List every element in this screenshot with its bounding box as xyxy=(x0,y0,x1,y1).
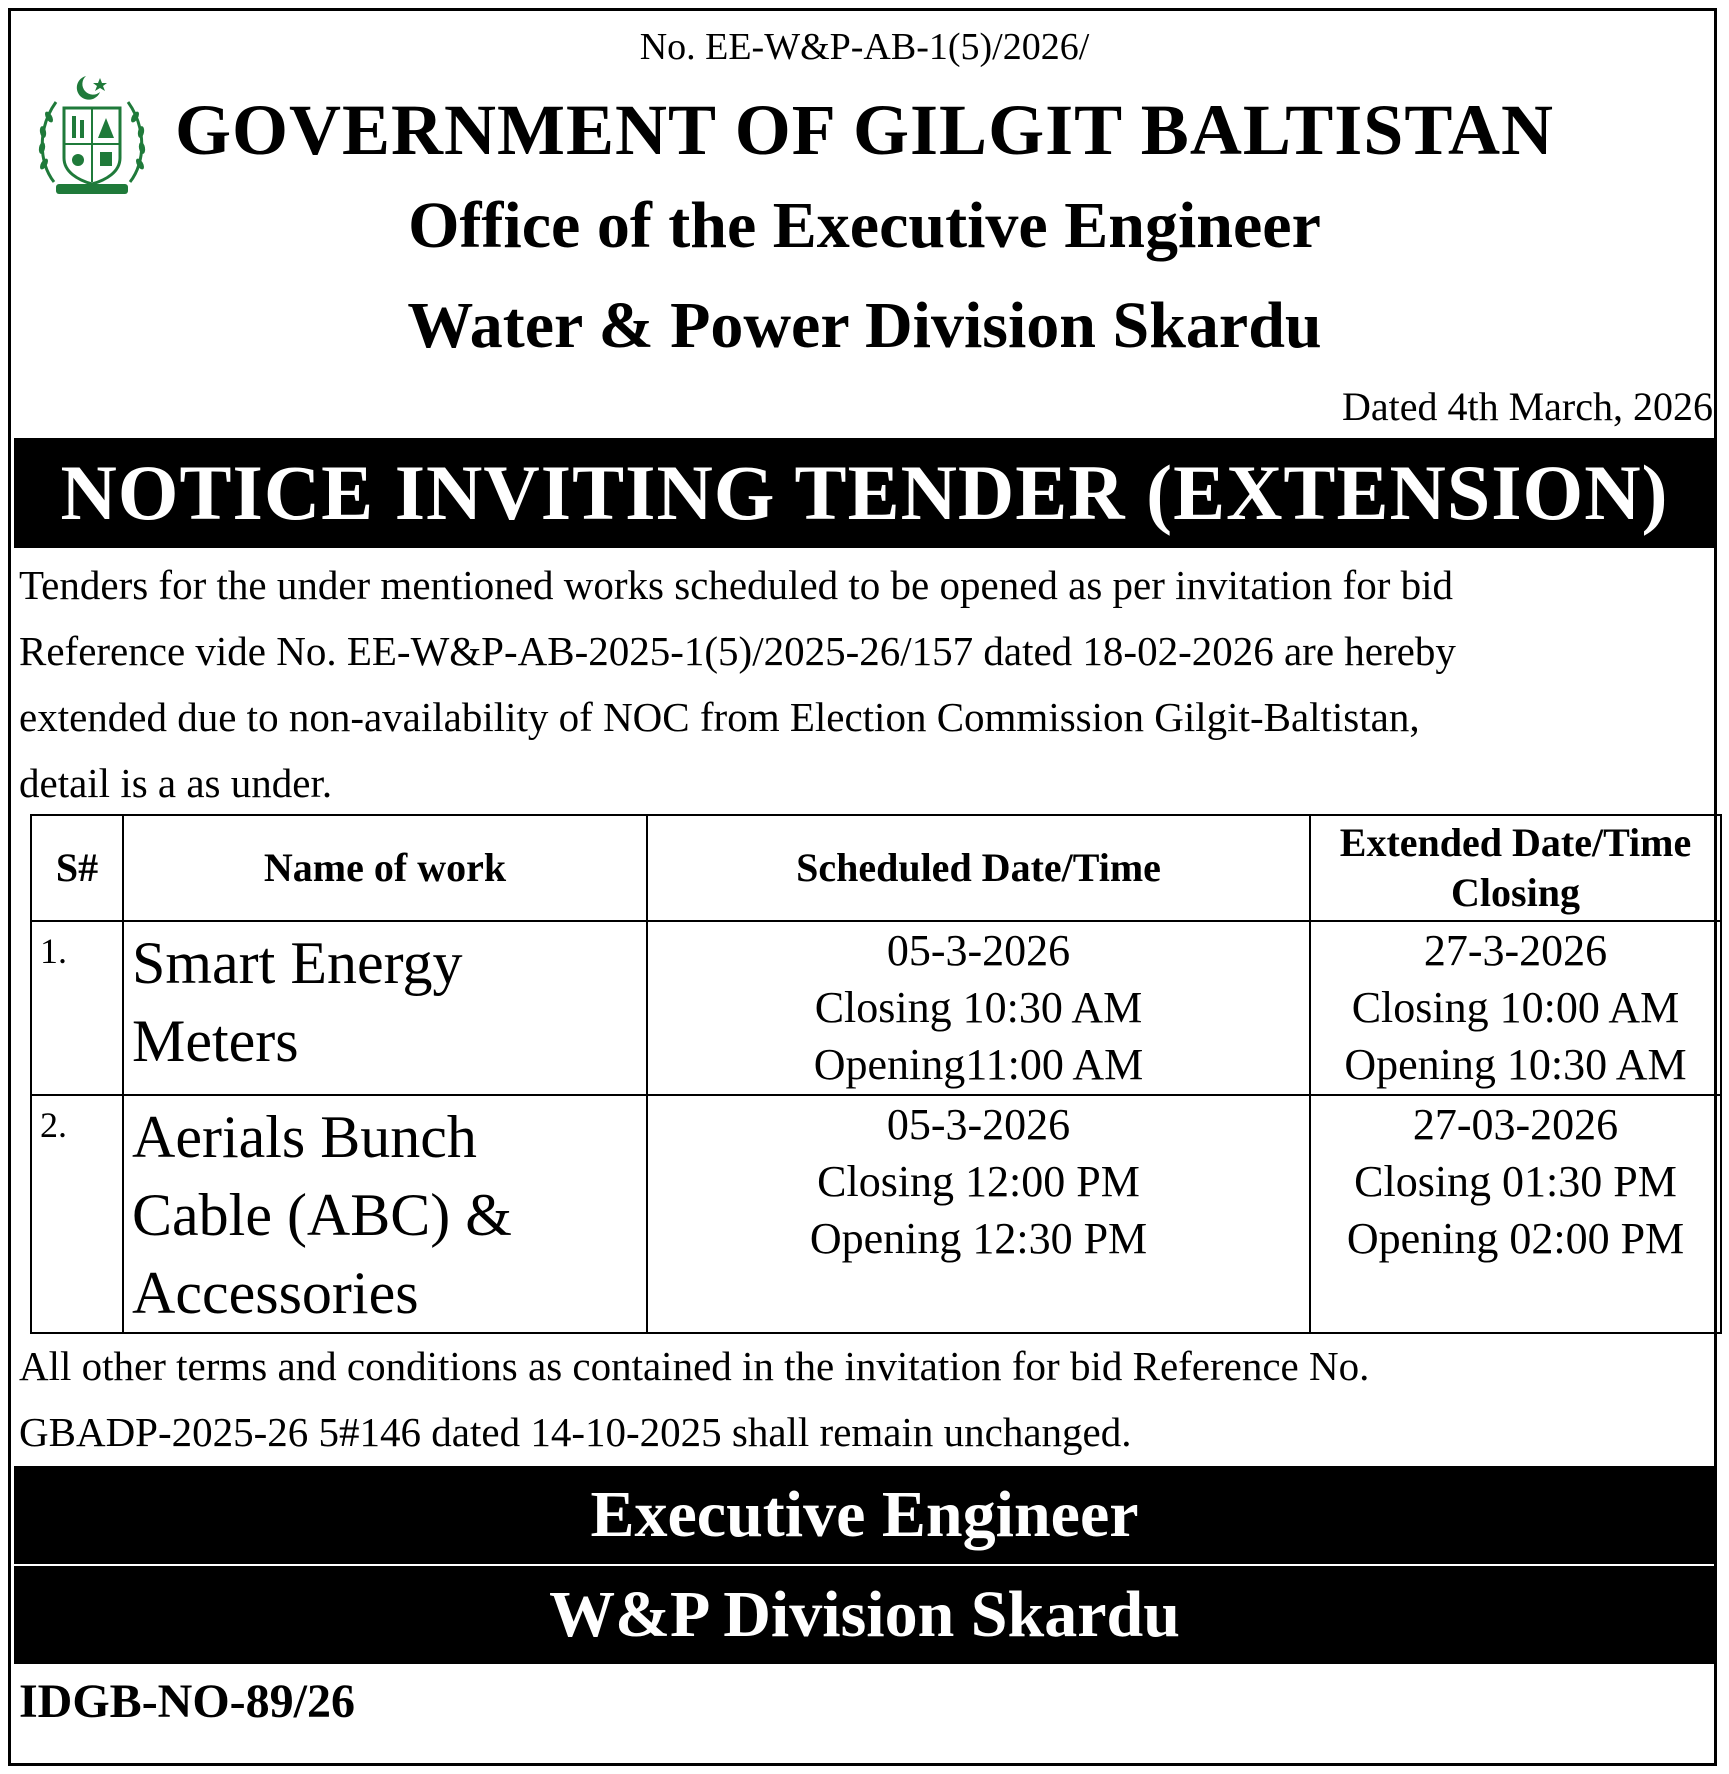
notice-title: NOTICE INVITING TENDER (EXTENSION) xyxy=(60,449,1669,536)
works-table xyxy=(30,814,1722,1334)
scheduled-opening: Opening 12:30 PM xyxy=(809,1214,1148,1263)
extended-closing: Closing 01:30 PM xyxy=(1354,1157,1677,1206)
notice-title-banner xyxy=(14,438,1715,548)
terms-line: GBADP-2025-26 5#146 dated 14-10-2025 shall remain unchanged. xyxy=(19,1409,1132,1455)
intro-line: extended due to non-availability of NOC from Election Commission Gilgit-Baltistan, xyxy=(19,694,1420,740)
scheduled-opening: Opening11:00 AM xyxy=(813,1040,1144,1089)
header-extended-line2: Closing xyxy=(1451,870,1580,915)
extended-opening: Opening 02:00 PM xyxy=(1346,1214,1685,1263)
intro-line: Tenders for the under mentioned works scheduled to be opened as per invitation for bid xyxy=(19,562,1453,608)
office-title: Office of the Executive Engineer xyxy=(408,189,1321,262)
division-title: Water & Power Division Skardu xyxy=(407,289,1322,362)
signature-title-banner xyxy=(14,1466,1715,1564)
row-sno: 1. xyxy=(31,921,123,1095)
row-work-name xyxy=(123,1095,647,1333)
table-header-row xyxy=(31,815,1721,921)
work-name-line: Accessories xyxy=(132,1260,419,1326)
signature-title: Executive Engineer xyxy=(590,1478,1139,1551)
extended-date: 27-3-2026 xyxy=(1423,926,1608,975)
work-name-line: Cable (ABC) & xyxy=(132,1182,512,1248)
row-sno: 2. xyxy=(31,1095,123,1333)
footer-id: IDGB-NO-89/26 xyxy=(19,1675,355,1728)
intro-paragraph xyxy=(19,552,1709,816)
extended-opening: Opening 10:30 AM xyxy=(1344,1040,1687,1089)
row-work-name xyxy=(123,921,647,1095)
extended-date: 27-03-2026 xyxy=(1412,1100,1619,1149)
intro-line: Reference vide No. EE-W&P-AB-2025-1(5)/2025-26/157 dated 18-02-2026 are hereby xyxy=(19,628,1456,674)
scheduled-closing: Closing 12:00 PM xyxy=(817,1157,1140,1206)
work-name-line: Aerials Bunch xyxy=(132,1104,477,1170)
header-scheduled: Scheduled Date/Time xyxy=(647,815,1310,921)
notice-date: Dated 4th March, 2026 xyxy=(1341,384,1713,429)
header-extended-line1: Extended Date/Time xyxy=(1339,820,1692,865)
terms-paragraph xyxy=(19,1333,1709,1465)
table-row xyxy=(31,1095,1721,1333)
scheduled-closing: Closing 10:30 AM xyxy=(814,983,1143,1032)
scheduled-date: 05-3-2026 xyxy=(886,1100,1071,1149)
header-extended xyxy=(1310,815,1721,921)
extended-closing: Closing 10:00 AM xyxy=(1351,983,1680,1032)
header-sno: S# xyxy=(31,815,123,921)
row-scheduled xyxy=(647,1095,1310,1333)
work-name-line: Smart Energy xyxy=(132,930,463,996)
row-scheduled xyxy=(647,921,1310,1095)
scheduled-date: 05-3-2026 xyxy=(886,926,1071,975)
work-name-line: Meters xyxy=(132,1008,299,1074)
row-extended xyxy=(1310,921,1721,1095)
government-title: GOVERNMENT OF GILGIT BALTISTAN xyxy=(174,90,1554,170)
government-emblem xyxy=(34,72,150,200)
signature-division-banner xyxy=(14,1566,1715,1664)
reference-number: No. EE-W&P-AB-1(5)/2026/ xyxy=(639,26,1090,68)
row-extended xyxy=(1310,1095,1721,1333)
signature-division: W&P Division Skardu xyxy=(549,1578,1180,1651)
terms-line: All other terms and conditions as contained in the invitation for bid Reference No. xyxy=(19,1343,1370,1389)
intro-line: detail is a as under. xyxy=(19,760,333,806)
header-name-of-work: Name of work xyxy=(123,815,647,921)
table-row xyxy=(31,921,1721,1095)
